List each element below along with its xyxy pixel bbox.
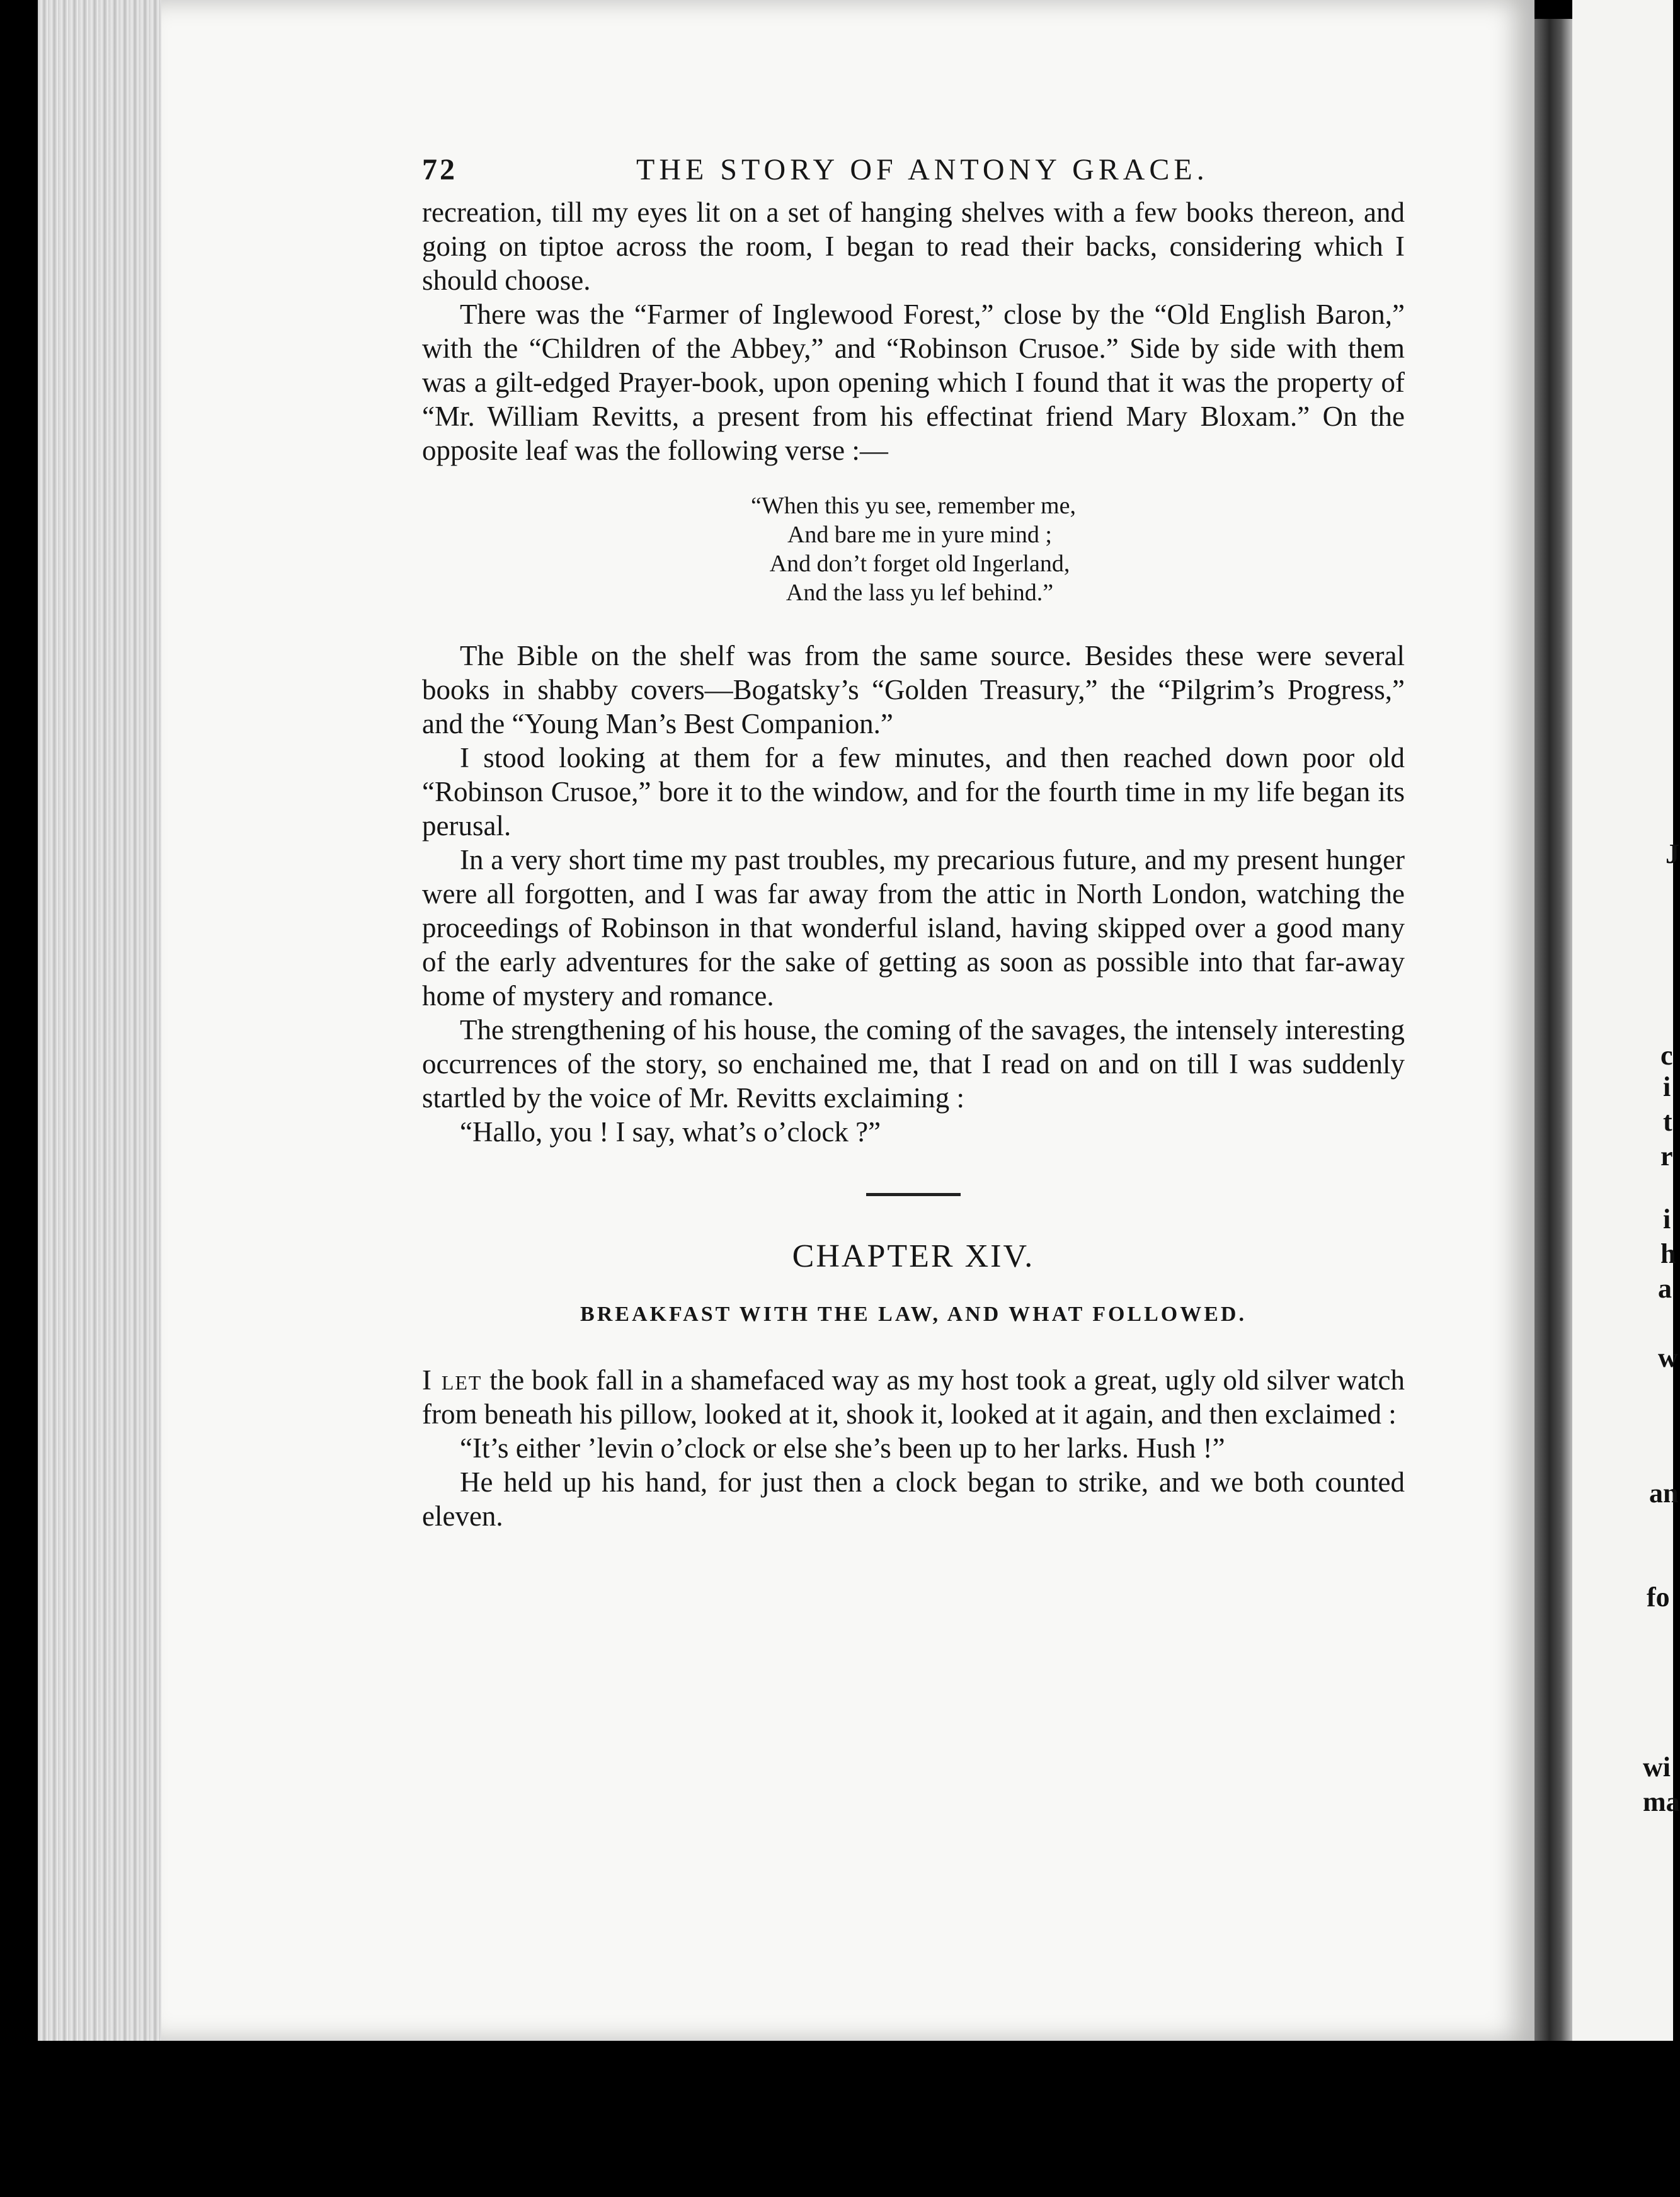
facing-fragment: r xyxy=(1660,1141,1673,1172)
facing-fragment: ma xyxy=(1643,1786,1680,1817)
verse-line: And the lass yu lef behind.” xyxy=(786,579,1054,606)
page-number: 72 xyxy=(422,153,457,186)
verse-line: “When this yu see, remember me, xyxy=(751,493,1076,519)
paragraph: “Hallo, you ! I say, what’s o’clock ?” xyxy=(460,1116,881,1148)
facing-fragment: an xyxy=(1649,1478,1679,1509)
facing-fragment: t xyxy=(1663,1106,1672,1137)
paragraph: The strengthening of his house, the coming of the savages, the intensely interesting occurrences of the story, so enchained me, that I read on and on till I was suddenly startled by the voice of Mr. Revitts exclaiming : xyxy=(422,1014,1405,1114)
paragraph: In a very short time my past troubles, my precarious future, and my present hunger were all forgotten, and I was far away from the attic in North London, watching the proceedings of Robinson in that wonderful island, having skipped over a good many of the early adventures for the sake of getting as soon as possible into that far-away home of mystery and romance. xyxy=(422,844,1405,1012)
chapter-heading: CHAPTER XIV. xyxy=(792,1238,1035,1274)
facing-fragment: i xyxy=(1663,1071,1671,1102)
paragraph: I stood looking at them for a few minutes, and then reached down poor old “Robinson Crusoe,” bore it to the window, and for the fourth time in my life began its perusal. xyxy=(422,742,1405,842)
running-head xyxy=(422,145,1405,195)
running-title: THE STORY OF ANTONY GRACE. xyxy=(636,153,1209,186)
facing-fragment: J xyxy=(1666,838,1679,869)
verse-line: And don’t forget old Ingerland, xyxy=(769,551,1070,577)
paragraph: There was the “Farmer of Inglewood Forest,” close by the “Old English Baron,” with the “Children of the Abbey,” and “Robinson Crusoe.” Side by side with them was a gilt-edged Prayer-book, upon opening which I found that it was the property of “Mr. William Revitts, a present from his effectinat friend Mary Bloxam.” On the opposite leaf was the following verse :— xyxy=(422,299,1405,466)
facing-fragment: i xyxy=(1663,1204,1671,1235)
paragraph: He held up his hand, for just then a clock began to strike, and we both counted eleven. xyxy=(422,1466,1405,1532)
paragraph-text: the book fall in a shamefaced way as my host took a great, ugly old silver watch from beneath his pillow, looked at it, shook it, looked at it again, and then exclaimed : xyxy=(422,1364,1405,1430)
facing-page xyxy=(1572,0,1680,2072)
facing-fragment: c xyxy=(1660,1040,1673,1071)
page-text xyxy=(422,145,1405,1533)
lead-in: I let xyxy=(422,1364,483,1396)
chapter-subtitle: BREAKFAST WITH THE LAW, AND WHAT FOLLOWED. xyxy=(580,1303,1247,1326)
verse xyxy=(422,491,1405,607)
section-rule xyxy=(866,1193,961,1196)
paragraph: recreation, till my eyes lit on a set of hanging shelves with a few books thereon, and going on tiptoe across the room, I began to read their backs, considering which I should choose. xyxy=(422,197,1405,296)
facing-fragment: w xyxy=(1658,1342,1678,1373)
facing-fragment: h xyxy=(1660,1238,1676,1269)
book-page-edges xyxy=(38,0,165,2079)
scan-border xyxy=(0,2041,1673,2197)
facing-fragment: a xyxy=(1658,1273,1672,1304)
verse-line: And bare me in yure mind ; xyxy=(787,522,1052,548)
facing-fragment: fo xyxy=(1647,1582,1670,1612)
facing-fragment: wi xyxy=(1643,1752,1671,1783)
paragraph: The Bible on the shelf was from the same source. Besides these were several books in shabby covers—Bogatsky’s “Golden Treasury,” the “Pilgrim’s Progress,” and the “Young Man’s Best Companion.” xyxy=(422,640,1405,739)
book-gutter xyxy=(1534,19,1572,2047)
paragraph xyxy=(422,1363,1405,1431)
paragraph: “It’s either ’levin o’clock or else she’s been up to her larks. Hush !” xyxy=(460,1432,1225,1464)
